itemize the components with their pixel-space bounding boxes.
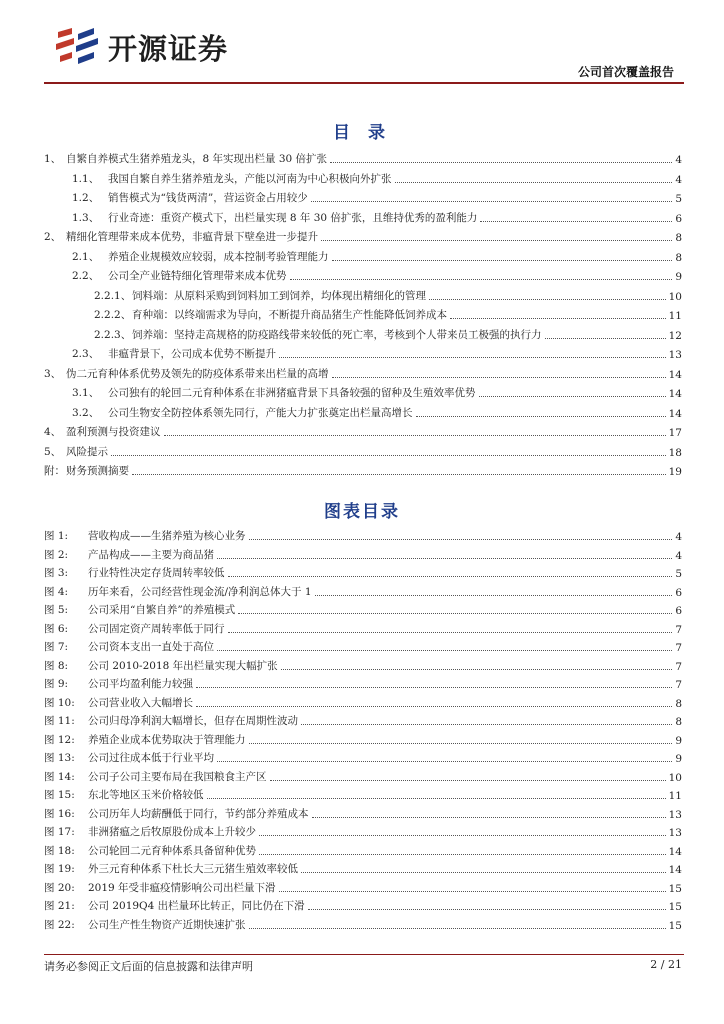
figure-entry-page: 8 — [675, 716, 682, 728]
figure-entry-number: 图 2: — [44, 548, 69, 561]
toc-entry[interactable] — [44, 286, 682, 303]
toc-entry-text: 养殖企业规模效应较弱，成本控制考验管理能力 — [108, 250, 329, 263]
figure-entry-number: 图 9: — [44, 678, 69, 690]
figure-entry-number: 图 5: — [44, 604, 69, 616]
toc-entry-number: 1.2、 — [72, 192, 100, 204]
figure-entry-page: 14 — [668, 864, 682, 876]
figure-entry[interactable] — [44, 600, 682, 617]
toc-entry-number: 2.3、 — [72, 348, 100, 360]
figure-entry-number: 图 7: — [44, 641, 69, 653]
toc-entry-number: 3.1、 — [72, 387, 100, 399]
figure-entry[interactable] — [44, 767, 682, 784]
header-divider — [44, 82, 684, 84]
dot-leader — [301, 724, 672, 725]
toc-entry-text: 销售模式为“钱货两清”，营运资金占用较少 — [108, 192, 308, 204]
figure-entry-number: 图 1: — [44, 530, 69, 542]
toc-entry[interactable] — [44, 208, 682, 225]
toc-entry-text: 伪二元育种体系优势及领先的防疫体系带来出栏量的高增 — [66, 367, 329, 380]
toc-entry-page: 14 — [668, 388, 682, 400]
toc-entry-number: 2.2.2、 — [94, 309, 132, 321]
footer-disclaimer: 请务必参阅正文后面的信息披露和法律声明 — [44, 960, 253, 973]
figure-entry-page: 8 — [675, 697, 682, 710]
dot-leader — [330, 162, 672, 163]
figure-entry-number: 图 22: — [44, 918, 75, 931]
dot-leader — [290, 279, 673, 280]
figure-entry-page: 4 — [675, 549, 682, 562]
page-number: 2 / 21 — [650, 958, 682, 971]
toc-entry[interactable] — [44, 305, 682, 322]
toc-entry-page: 14 — [668, 407, 682, 420]
figure-entry-number: 图 8: — [44, 659, 69, 672]
dot-leader — [480, 221, 672, 222]
toc-entry-text: 我国自繁自养生猪养殖龙头，产能以河南为中心积极向外扩张 — [108, 172, 392, 185]
toc-entry-page: 9 — [675, 271, 682, 283]
toc-entry-page: 6 — [675, 212, 682, 225]
toc-entry-number: 2.1、 — [72, 250, 100, 263]
dot-leader — [311, 201, 673, 202]
toc-entry-text: 盈利预测与投资建议 — [66, 426, 161, 438]
figure-entry-number: 图 3: — [44, 567, 69, 579]
figure-entry-page: 10 — [668, 771, 682, 784]
toc-entry-page: 5 — [675, 193, 682, 205]
dot-leader — [164, 435, 666, 436]
dot-leader — [301, 872, 666, 873]
toc-entry-text: 公司生物安全防控体系领先同行，产能大力扩张奠定出栏量高增长 — [108, 406, 413, 419]
figure-entry-page: 9 — [675, 734, 682, 747]
figure-entry-page: 6 — [675, 605, 682, 617]
dot-leader — [196, 687, 672, 688]
toc-entry-text: 行业奇迹：重资产模式下，出栏量实现 8 年 30 倍扩张，且维持优秀的盈利能力 — [108, 211, 478, 224]
kaiyuan-logo-icon — [52, 24, 104, 70]
dot-leader — [228, 632, 673, 633]
toc-entry-page: 11 — [668, 310, 682, 322]
toc-entry-page: 4 — [675, 173, 682, 186]
figure-entry-page: 13 — [668, 827, 682, 839]
toc-entry[interactable] — [44, 247, 682, 264]
toc-entry-text: 育种端：以终端需求为导向，不断提升商品猪生产性能降低饲养成本 — [132, 309, 447, 321]
figure-entry[interactable] — [44, 859, 682, 876]
toc-entry-text: 非瘟背景下，公司成本优势不断提升 — [108, 348, 276, 360]
dot-leader — [259, 835, 666, 836]
dot-leader — [279, 357, 666, 358]
toc-entry-page: 19 — [668, 466, 682, 478]
toc-entry-page: 18 — [668, 446, 682, 459]
figure-entry[interactable] — [44, 804, 682, 821]
dot-leader — [132, 474, 666, 475]
toc-entry[interactable] — [44, 442, 682, 459]
figure-entry-text: 外三元育种体系下杜长大三元猪生殖效率较低 — [88, 863, 298, 875]
toc-entry-text: 公司全产业链特细化管理带来成本优势 — [108, 270, 287, 282]
figure-entry-number: 图 11: — [44, 715, 75, 727]
figure-entry[interactable] — [44, 711, 682, 728]
figure-entry[interactable] — [44, 878, 682, 895]
toc-entry[interactable] — [44, 383, 682, 400]
dot-leader — [416, 416, 666, 417]
toc-entry-page: 10 — [668, 290, 682, 303]
figure-entry[interactable] — [44, 619, 682, 636]
figure-entry-text: 行业特性决定存货周转率较低 — [88, 567, 225, 579]
dot-leader — [249, 928, 666, 929]
figure-entry-number: 图 17: — [44, 826, 75, 838]
dot-leader — [238, 613, 672, 614]
toc-entry-text: 精细化管理带来成本优势，非瘟背景下壁垒进一步提升 — [66, 231, 318, 243]
figure-entry-page: 5 — [675, 568, 682, 580]
dot-leader — [249, 539, 673, 540]
figure-entry[interactable] — [44, 822, 682, 839]
figure-entry[interactable] — [44, 656, 682, 673]
toc-entry-page: 4 — [675, 154, 682, 166]
toc-entry-number: 3.2、 — [72, 406, 100, 419]
dot-leader — [395, 182, 673, 183]
dot-leader — [308, 909, 666, 910]
figure-entry-number: 图 19: — [44, 863, 75, 875]
dot-leader — [270, 780, 666, 781]
figure-entry-text: 公司 2019Q4 出栏量环比转正，同比仍在下滑 — [88, 900, 305, 912]
report-type-label: 公司首次覆盖报告 — [577, 65, 674, 79]
figure-entry[interactable] — [44, 748, 682, 765]
dot-leader — [259, 854, 666, 855]
page-header — [44, 18, 684, 84]
figure-entry[interactable] — [44, 563, 682, 580]
toc-entry[interactable] — [44, 266, 682, 283]
figure-entry[interactable] — [44, 637, 682, 654]
dot-leader — [196, 706, 672, 707]
toc-entry-text: 自繁自养模式生猪养殖龙头，8 年实现出栏量 30 倍扩张 — [66, 153, 328, 165]
figure-entry-text: 公司 2010-2018 年出栏量实现大幅扩张 — [88, 659, 278, 672]
figure-entry-text: 公司过往成本低于行业平均 — [88, 752, 214, 764]
toc-entry-number: 附： — [44, 465, 65, 477]
figure-entry-page: 11 — [668, 790, 682, 802]
dot-leader — [207, 798, 666, 799]
toc-entry-number: 4、 — [44, 426, 62, 438]
dot-leader — [332, 260, 673, 261]
figure-entry[interactable] — [44, 915, 682, 932]
dot-leader — [249, 743, 673, 744]
toc-entry[interactable] — [44, 325, 682, 342]
toc-entry-text: 公司独有的轮回二元育种体系在非洲猪瘟背景下具备较强的留种及生殖效率优势 — [108, 387, 476, 399]
figure-entry-number: 图 20: — [44, 881, 75, 894]
toc-entry-number: 5、 — [44, 445, 62, 458]
figure-entry-text: 产品构成——主要为商品猪 — [88, 548, 214, 561]
figure-entry-text: 公司固定资产周转率低于同行 — [88, 622, 225, 635]
toc-entry[interactable] — [44, 227, 682, 244]
figure-entry-text: 历年来看，公司经营性现金流/净利润总体大于 1 — [88, 585, 312, 598]
toc-entry-number: 2.2.3、 — [94, 328, 132, 341]
toc-entry-number: 2.2、 — [72, 270, 100, 282]
toc-entry-page: 14 — [668, 368, 682, 381]
figure-entry[interactable] — [44, 545, 682, 562]
figure-entry[interactable] — [44, 693, 682, 710]
brand-logo — [52, 24, 228, 70]
footer-divider — [44, 954, 684, 955]
figure-entry-page: 4 — [675, 531, 682, 543]
toc-entry-number: 1、 — [44, 153, 62, 165]
toc-entry-number: 1.3、 — [72, 211, 100, 224]
figure-entry[interactable] — [44, 841, 682, 858]
figure-entry-text: 公司营业收入大幅增长 — [88, 696, 193, 709]
toc-entry-number: 3、 — [44, 367, 62, 380]
toc-entry[interactable] — [44, 364, 682, 381]
toc-entry[interactable] — [44, 149, 682, 166]
toc-entry-page: 8 — [675, 232, 682, 244]
toc-entry-number: 2.2.1、 — [94, 289, 132, 302]
toc-entry-number: 1.1、 — [72, 172, 100, 185]
toc-entry[interactable] — [44, 169, 682, 186]
figure-entry-number: 图 21: — [44, 900, 75, 912]
figure-entry-number: 图 10: — [44, 696, 75, 709]
figure-entry-text: 东北等地区玉米价格较低 — [88, 789, 204, 801]
toc-entry[interactable] — [44, 188, 682, 205]
toc-entry[interactable] — [44, 422, 682, 439]
figure-entry-text: 营收构成——生猪养殖为核心业务 — [88, 530, 246, 542]
figure-entry[interactable] — [44, 785, 682, 802]
figure-entry-text: 公司归母净利润大幅增长，但存在周期性波动 — [88, 715, 298, 727]
figure-entry-page: 15 — [668, 901, 682, 913]
brand-name: 开源证券 — [108, 31, 229, 66]
figure-entry-text: 公司子公司主要布局在我国粮食主产区 — [88, 770, 267, 783]
figure-entry[interactable] — [44, 526, 682, 543]
toc-entry-page: 12 — [668, 329, 682, 342]
figure-entry-text: 公司平均盈利能力较强 — [88, 678, 193, 690]
dot-leader — [429, 299, 666, 300]
dot-leader — [217, 650, 672, 651]
figure-entry-page: 7 — [675, 623, 682, 636]
dot-leader — [279, 891, 666, 892]
figure-entry-text: 公司生产性生物资产近期快速扩张 — [88, 918, 246, 931]
figure-entry-page: 14 — [668, 845, 682, 858]
figure-entry-page: 7 — [675, 642, 682, 654]
dot-leader — [217, 761, 672, 762]
toc-entry-page: 13 — [668, 349, 682, 361]
dot-leader — [228, 576, 673, 577]
figure-entry-number: 图 13: — [44, 752, 75, 764]
figure-entry-page: 13 — [668, 808, 682, 821]
dot-leader — [332, 377, 666, 378]
figure-entry-number: 图 6: — [44, 622, 69, 635]
figure-entry-page: 9 — [675, 753, 682, 765]
dot-leader — [315, 595, 673, 596]
figure-entry-number: 图 12: — [44, 733, 75, 746]
figure-entry-text: 养殖企业成本优势取决于管理能力 — [88, 733, 246, 746]
dot-leader — [321, 240, 672, 241]
figure-entry-number: 图 18: — [44, 844, 75, 857]
toc-entry-text: 财务预测摘要 — [66, 465, 129, 477]
figure-entry-page: 7 — [675, 679, 682, 691]
toc-entry-page: 17 — [668, 427, 682, 439]
dot-leader — [450, 318, 666, 319]
figure-entry[interactable] — [44, 730, 682, 747]
figure-entry-text: 公司历年人均薪酬低于同行，节约部分养殖成本 — [88, 807, 309, 820]
figure-entry-number: 图 4: — [44, 585, 69, 598]
toc-entry-page: 8 — [675, 251, 682, 264]
figure-entry-number: 图 15: — [44, 789, 75, 801]
figure-entry-page: 7 — [675, 660, 682, 673]
toc-entry[interactable] — [44, 344, 682, 361]
figure-entry-text: 2019 年受非瘟疫情影响公司出栏量下滑 — [88, 881, 276, 894]
dot-leader — [312, 817, 666, 818]
figure-entry-page: 6 — [675, 586, 682, 599]
toc-entry-number: 2、 — [44, 231, 62, 243]
figure-entry-number: 图 16: — [44, 807, 75, 820]
figure-list-title: 图表目录 — [324, 502, 400, 522]
figure-entry-number: 图 14: — [44, 770, 75, 783]
dot-leader — [111, 455, 666, 456]
figure-entry[interactable] — [44, 896, 682, 913]
toc-entry-text: 饲养端：坚持走高规格的防疫路线带来较低的死亡率，考核到个人带来员工极强的执行力 — [132, 328, 542, 341]
dot-leader — [217, 558, 672, 559]
figure-entry-page: 15 — [668, 919, 682, 932]
dot-leader — [545, 338, 666, 339]
toc-entry-text: 风险提示 — [66, 445, 108, 458]
figure-entry-text: 公司采用“自繁自养”的养殖模式 — [88, 604, 236, 616]
figure-entry[interactable] — [44, 674, 682, 691]
figure-entry-text: 非洲猪瘟之后牧原股份成本上升较少 — [88, 826, 256, 838]
toc-entry[interactable] — [44, 461, 682, 478]
toc-title: 目 录 — [333, 123, 391, 143]
toc-entry[interactable] — [44, 403, 682, 420]
dot-leader — [281, 669, 673, 670]
dot-leader — [479, 396, 666, 397]
figure-entry-page: 15 — [668, 882, 682, 895]
toc-entry-text: 饲料端：从原料采购到饲料加工到饲养，均体现出精细化的管理 — [132, 289, 426, 302]
figure-entry[interactable] — [44, 582, 682, 599]
figure-entry-text: 公司轮回二元育种体系具备留种优势 — [88, 844, 256, 857]
figure-entry-text: 公司资本支出一直处于高位 — [88, 641, 214, 653]
